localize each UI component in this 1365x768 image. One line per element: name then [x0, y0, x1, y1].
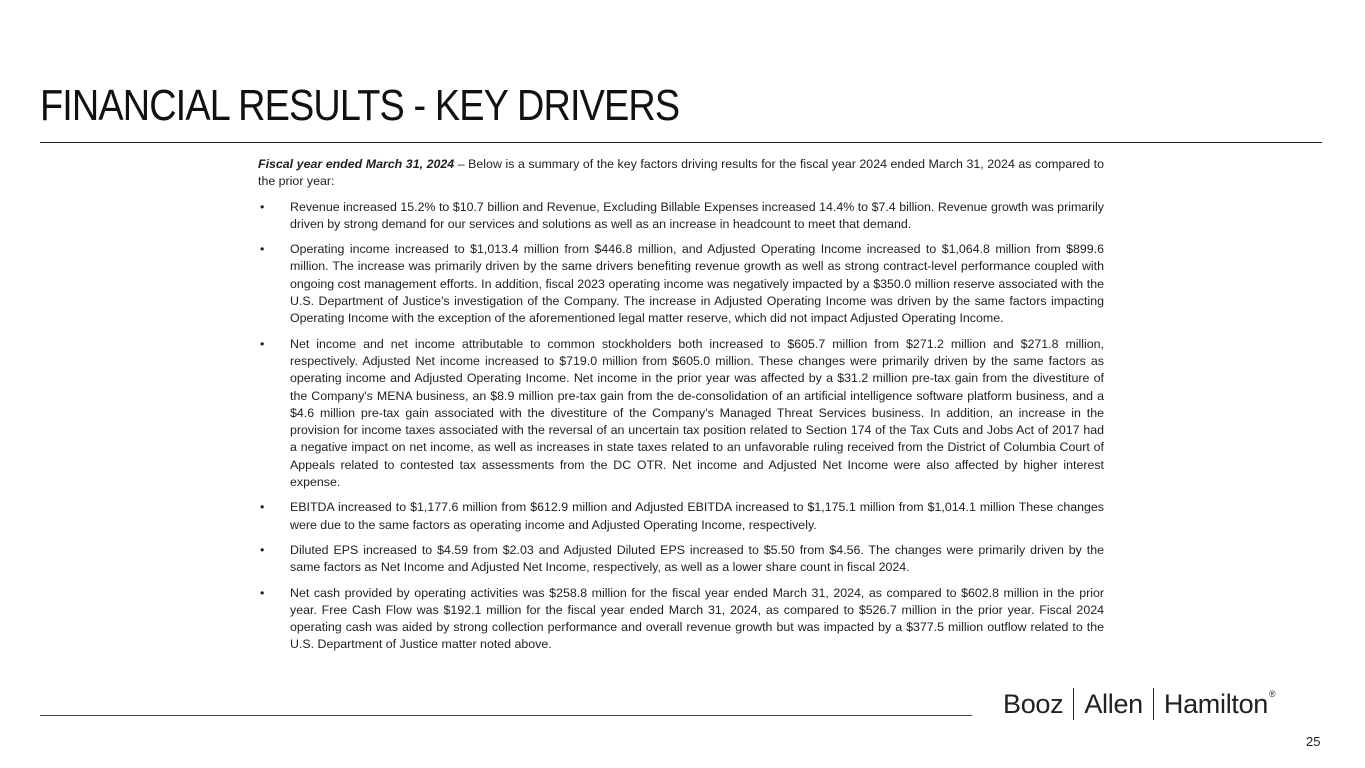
bullet-icon: • — [260, 542, 265, 557]
bullet-icon: • — [260, 585, 265, 600]
bullet-revenue — [258, 199, 1104, 234]
key-drivers-list — [258, 199, 1104, 654]
bullet-text: Diluted EPS increased to $4.59 from $2.03 and Adjusted Diluted EPS increased to $5.50 from $4.56. The changes were primarily driven by the same factors as Net Income and Adjusted Net Income, respectively, as well as a lower share count in fiscal 2024. — [290, 542, 1104, 575]
bullet-cash-flow — [258, 585, 1104, 654]
registered-mark: ® — [1269, 689, 1276, 699]
intro-paragraph — [258, 156, 1104, 191]
bullet-text: Net income and net income attributable to common stockholders both increased to $605.7 million from $271.2 million and $271.8 million, respectively. Adjusted Net income increased to $719.0 million from $605.0 million. These changes were primarily driven by the same factors as operating income and Adjusted Operating Income. Net income in the prior year was affected by a $31.2 million pre-tax gain from the divestiture of the Company's MENA business, an $8.9 million pre-tax gain from the de-consolidation of an artificial intelligence software platform business, and a $4.6 million pre-tax gain associated with the divestiture of the Company's Managed Threat Services business. In addition, an increase in the provision for income taxes associated with the reversal of an uncertain tax position related to Section 174 of the Tax Cuts and Jobs Act of 2017 had a negative impact on net income, as well as increases in state taxes related to an unfavorable ruling received from the District of Columbia Court of Appeals related to contested tax assessments from the DC OTR. Net income and Adjusted Net Income were also affected by higher interest expense. — [290, 336, 1104, 490]
logo-word-booz: Booz — [1003, 688, 1064, 719]
logo-word-hamilton: Hamilton — [1163, 688, 1269, 719]
slide-title: FINANCIAL RESULTS - KEY DRIVERS — [40, 81, 680, 130]
bullet-ebitda — [258, 499, 1104, 534]
page-number: 25 — [1306, 734, 1321, 749]
intro-text: – Below is a summary of the key factors driving results for the fiscal year 2024 ended March 31, 2024 as compared to the prior year: — [258, 157, 1105, 189]
bullet-icon: • — [260, 336, 265, 351]
company-logo — [1003, 688, 1275, 720]
logo-word-allen: Allen — [1084, 688, 1143, 719]
title-divider — [40, 142, 1322, 143]
bullet-icon: • — [260, 199, 265, 214]
bullet-icon: • — [260, 500, 265, 515]
bullet-icon: • — [260, 242, 265, 257]
bullet-text: EBITDA increased to $1,177.6 million from $612.9 million and Adjusted EBITDA increased to $1,175.1 million from $1,014.1 million These changes were due to the same factors as operating income and Adjusted Operating Income, respectively. — [290, 500, 1104, 532]
bullet-text: Net cash provided by operating activities was $258.8 million for the fiscal year ended March 31, 2024, as compared to $602.8 million in the prior year. Free Cash Flow was $192.1 million for the fiscal year ended March 31, 2024, as compared to $526.7 million in the prior year. Fiscal 2024 operating cash was aided by strong collection performance and overall revenue growth but was impacted by a $377.5 million outflow related to the U.S. Department of Justice matter noted above. — [290, 585, 1104, 652]
bullet-net-income — [258, 336, 1104, 492]
bullet-eps — [258, 542, 1104, 577]
footer-divider — [40, 715, 972, 716]
bullet-text: Revenue increased 15.2% to $10.7 billion and Revenue, Excluding Billable Expenses increased 14.4% to $7.4 billion. Revenue growth was primarily driven by strong demand for our services and solutions as well as an increase in headcount to meet that demand. — [290, 199, 1104, 231]
bullet-text: Operating income increased to $1,013.4 million from $446.8 million, and Adjusted Operating Income increased to $1,064.8 million from $899.6 million. The increase was primarily driven by the same drivers benefiting revenue growth as well as strong contract-level performance coupled with ongoing cost management efforts. In addition, fiscal 2023 operating income was negatively impacted by a $350.0 million reserve associated with the U.S. Department of Justice's investigation of the Company. The increase in Adjusted Operating Income was driven by the same factors impacting Operating Income with the exception of the aforementioned legal matter reserve, which did not impact Adjusted Operating Income. — [290, 242, 1104, 326]
logo-separator — [1073, 688, 1074, 720]
logo-separator — [1153, 688, 1154, 720]
intro-heading: Fiscal year ended March 31, 2024 — [258, 157, 455, 171]
slide-body — [258, 156, 1104, 662]
bullet-operating-income — [258, 241, 1104, 327]
